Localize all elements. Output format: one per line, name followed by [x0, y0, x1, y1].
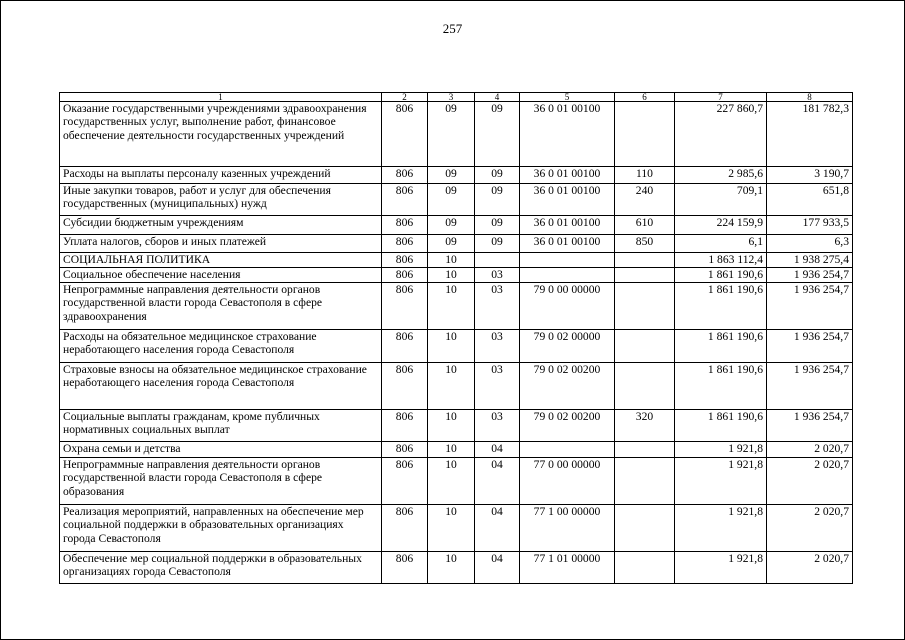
- department-code-cell: 806: [382, 283, 428, 330]
- target-article-cell: [520, 268, 615, 283]
- row-name-cell: Расходы на выплаты персоналу казенных учреждений: [60, 167, 382, 184]
- table-row: [60, 363, 853, 410]
- row-name-cell: Социальное обеспечение населения: [60, 268, 382, 283]
- department-code-cell: 806: [382, 442, 428, 458]
- section-code-cell: 10: [428, 442, 475, 458]
- section-code-cell: 10: [428, 552, 475, 584]
- expense-type-cell: [615, 363, 675, 410]
- amount-year1-cell: 709,1: [675, 184, 767, 216]
- amount-year2-cell: 6,3: [767, 235, 853, 253]
- amount-year1-cell: 1 921,8: [675, 442, 767, 458]
- expense-type-cell: [615, 505, 675, 552]
- target-article-cell: 79 0 02 00000: [520, 330, 615, 363]
- subsection-code-cell: 03: [475, 283, 520, 330]
- section-code-cell: 10: [428, 268, 475, 283]
- table-row: [60, 330, 853, 363]
- table-row: [60, 167, 853, 184]
- department-code-cell: 806: [382, 235, 428, 253]
- amount-year2-cell: 2 020,7: [767, 552, 853, 584]
- subsection-code-cell: 04: [475, 442, 520, 458]
- section-code-cell: 09: [428, 167, 475, 184]
- section-code-cell: 10: [428, 458, 475, 505]
- amount-year1-cell: 1 861 190,6: [675, 268, 767, 283]
- subsection-code-cell: 04: [475, 552, 520, 584]
- target-article-cell: 77 0 00 00000: [520, 458, 615, 505]
- amount-year1-cell: 1 921,8: [675, 505, 767, 552]
- amount-year1-cell: 2 985,6: [675, 167, 767, 184]
- budget-table: [59, 92, 853, 584]
- amount-year2-cell: 2 020,7: [767, 442, 853, 458]
- target-article-cell: [520, 253, 615, 268]
- expense-type-cell: [615, 102, 675, 167]
- target-article-cell: 36 0 01 00100: [520, 167, 615, 184]
- target-article-cell: 79 0 02 00200: [520, 410, 615, 442]
- expense-type-cell: 610: [615, 216, 675, 235]
- expense-type-cell: 850: [615, 235, 675, 253]
- amount-year1-cell: 1 861 190,6: [675, 330, 767, 363]
- subsection-code-cell: 09: [475, 235, 520, 253]
- section-code-cell: 09: [428, 216, 475, 235]
- expense-type-cell: 240: [615, 184, 675, 216]
- table-row: [60, 283, 853, 330]
- amount-year2-cell: 181 782,3: [767, 102, 853, 167]
- subsection-code-cell: 09: [475, 216, 520, 235]
- department-code-cell: 806: [382, 458, 428, 505]
- row-name-cell: Субсидии бюджетным учреждениям: [60, 216, 382, 235]
- expense-type-cell: [615, 330, 675, 363]
- department-code-cell: 806: [382, 363, 428, 410]
- amount-year2-cell: 2 020,7: [767, 505, 853, 552]
- expense-type-cell: [615, 268, 675, 283]
- section-code-cell: 09: [428, 235, 475, 253]
- department-code-cell: 806: [382, 505, 428, 552]
- amount-year1-cell: 1 861 190,6: [675, 410, 767, 442]
- amount-year1-cell: 227 860,7: [675, 102, 767, 167]
- section-code-cell: 09: [428, 102, 475, 167]
- section-code-cell: 10: [428, 253, 475, 268]
- column-number-row: [60, 93, 853, 102]
- row-name-cell: Социальные выплаты гражданам, кроме публичных нормативных социальных выплат: [60, 410, 382, 442]
- amount-year1-cell: 1 861 190,6: [675, 283, 767, 330]
- table-row: [60, 552, 853, 584]
- section-code-cell: 10: [428, 363, 475, 410]
- column-header: 7: [675, 93, 767, 102]
- amount-year1-cell: 224 159,9: [675, 216, 767, 235]
- department-code-cell: 806: [382, 330, 428, 363]
- department-code-cell: 806: [382, 184, 428, 216]
- section-code-cell: 10: [428, 410, 475, 442]
- subsection-code-cell: [475, 253, 520, 268]
- target-article-cell: 36 0 01 00100: [520, 102, 615, 167]
- target-article-cell: 77 1 00 00000: [520, 505, 615, 552]
- amount-year2-cell: 1 936 254,7: [767, 330, 853, 363]
- column-header: 6: [615, 93, 675, 102]
- table-row: [60, 458, 853, 505]
- row-name-cell: Обеспечение мер социальной поддержки в образовательных организациях города Севастополя: [60, 552, 382, 584]
- target-article-cell: 79 0 02 00200: [520, 363, 615, 410]
- target-article-cell: 36 0 01 00100: [520, 235, 615, 253]
- target-article-cell: 79 0 00 00000: [520, 283, 615, 330]
- amount-year1-cell: 1 921,8: [675, 458, 767, 505]
- expense-type-cell: 110: [615, 167, 675, 184]
- row-name-cell: Расходы на обязательное медицинское страхование неработающего населения города Севастополя: [60, 330, 382, 363]
- page-number: 257: [442, 21, 463, 36]
- department-code-cell: 806: [382, 268, 428, 283]
- subsection-code-cell: 09: [475, 184, 520, 216]
- table-row: [60, 235, 853, 253]
- table-row: [60, 102, 853, 167]
- table-row: [60, 184, 853, 216]
- section-code-cell: 09: [428, 184, 475, 216]
- amount-year2-cell: 3 190,7: [767, 167, 853, 184]
- row-name-cell: Оказание государственными учреждениями здравоохранения государственных услуг, выполнение работ, финансовое обеспечение деятельности государственных учреждений: [60, 102, 382, 167]
- expense-type-cell: [615, 552, 675, 584]
- column-header: 3: [428, 93, 475, 102]
- department-code-cell: 806: [382, 410, 428, 442]
- row-name-cell: Уплата налогов, сборов и иных платежей: [60, 235, 382, 253]
- subsection-code-cell: 04: [475, 458, 520, 505]
- amount-year2-cell: 1 936 254,7: [767, 410, 853, 442]
- target-article-cell: 36 0 01 00100: [520, 216, 615, 235]
- amount-year2-cell: 1 936 254,7: [767, 268, 853, 283]
- amount-year1-cell: 1 921,8: [675, 552, 767, 584]
- row-name-cell: Охрана семьи и детства: [60, 442, 382, 458]
- column-header: 2: [382, 93, 428, 102]
- table-row: [60, 268, 853, 283]
- section-code-cell: 10: [428, 283, 475, 330]
- department-code-cell: 806: [382, 167, 428, 184]
- expense-type-cell: 320: [615, 410, 675, 442]
- amount-year2-cell: 177 933,5: [767, 216, 853, 235]
- subsection-code-cell: 03: [475, 330, 520, 363]
- expense-type-cell: [615, 458, 675, 505]
- subsection-code-cell: 04: [475, 505, 520, 552]
- column-header: 5: [520, 93, 615, 102]
- amount-year2-cell: 1 936 254,7: [767, 283, 853, 330]
- amount-year1-cell: 1 861 190,6: [675, 363, 767, 410]
- expense-type-cell: [615, 442, 675, 458]
- expense-type-cell: [615, 283, 675, 330]
- target-article-cell: 77 1 01 00000: [520, 552, 615, 584]
- section-code-cell: 10: [428, 330, 475, 363]
- row-name-cell: Реализация мероприятий, направленных на обеспечение мер социальной поддержки в образовательных организациях города Севастополя: [60, 505, 382, 552]
- row-name-cell: Непрограммные направления деятельности органов государственной власти города Севастополя в сфере здравоохранения: [60, 283, 382, 330]
- table-row: [60, 442, 853, 458]
- subsection-code-cell: 03: [475, 363, 520, 410]
- row-name-cell: Страховые взносы на обязательное медицинское страхование неработающего населения города Севастополя: [60, 363, 382, 410]
- subsection-code-cell: 03: [475, 268, 520, 283]
- table-row: [60, 253, 853, 268]
- amount-year2-cell: 1 938 275,4: [767, 253, 853, 268]
- target-article-cell: 36 0 01 00100: [520, 184, 615, 216]
- expense-type-cell: [615, 253, 675, 268]
- row-name-cell: СОЦИАЛЬНАЯ ПОЛИТИКА: [60, 253, 382, 268]
- table-row: [60, 410, 853, 442]
- subsection-code-cell: 03: [475, 410, 520, 442]
- amount-year2-cell: 1 936 254,7: [767, 363, 853, 410]
- amount-year1-cell: 6,1: [675, 235, 767, 253]
- row-name-cell: Непрограммные направления деятельности органов государственной власти города Севастополя в сфере образования: [60, 458, 382, 505]
- department-code-cell: 806: [382, 102, 428, 167]
- column-header: 8: [767, 93, 853, 102]
- subsection-code-cell: 09: [475, 102, 520, 167]
- department-code-cell: 806: [382, 253, 428, 268]
- subsection-code-cell: 09: [475, 167, 520, 184]
- amount-year2-cell: 651,8: [767, 184, 853, 216]
- row-name-cell: Иные закупки товаров, работ и услуг для обеспечения государственных (муниципальных) нужд: [60, 184, 382, 216]
- table-row: [60, 505, 853, 552]
- column-header: 4: [475, 93, 520, 102]
- department-code-cell: 806: [382, 552, 428, 584]
- amount-year1-cell: 1 863 112,4: [675, 253, 767, 268]
- section-code-cell: 10: [428, 505, 475, 552]
- table-row: [60, 216, 853, 235]
- amount-year2-cell: 2 020,7: [767, 458, 853, 505]
- department-code-cell: 806: [382, 216, 428, 235]
- target-article-cell: [520, 442, 615, 458]
- column-header: 1: [60, 93, 382, 102]
